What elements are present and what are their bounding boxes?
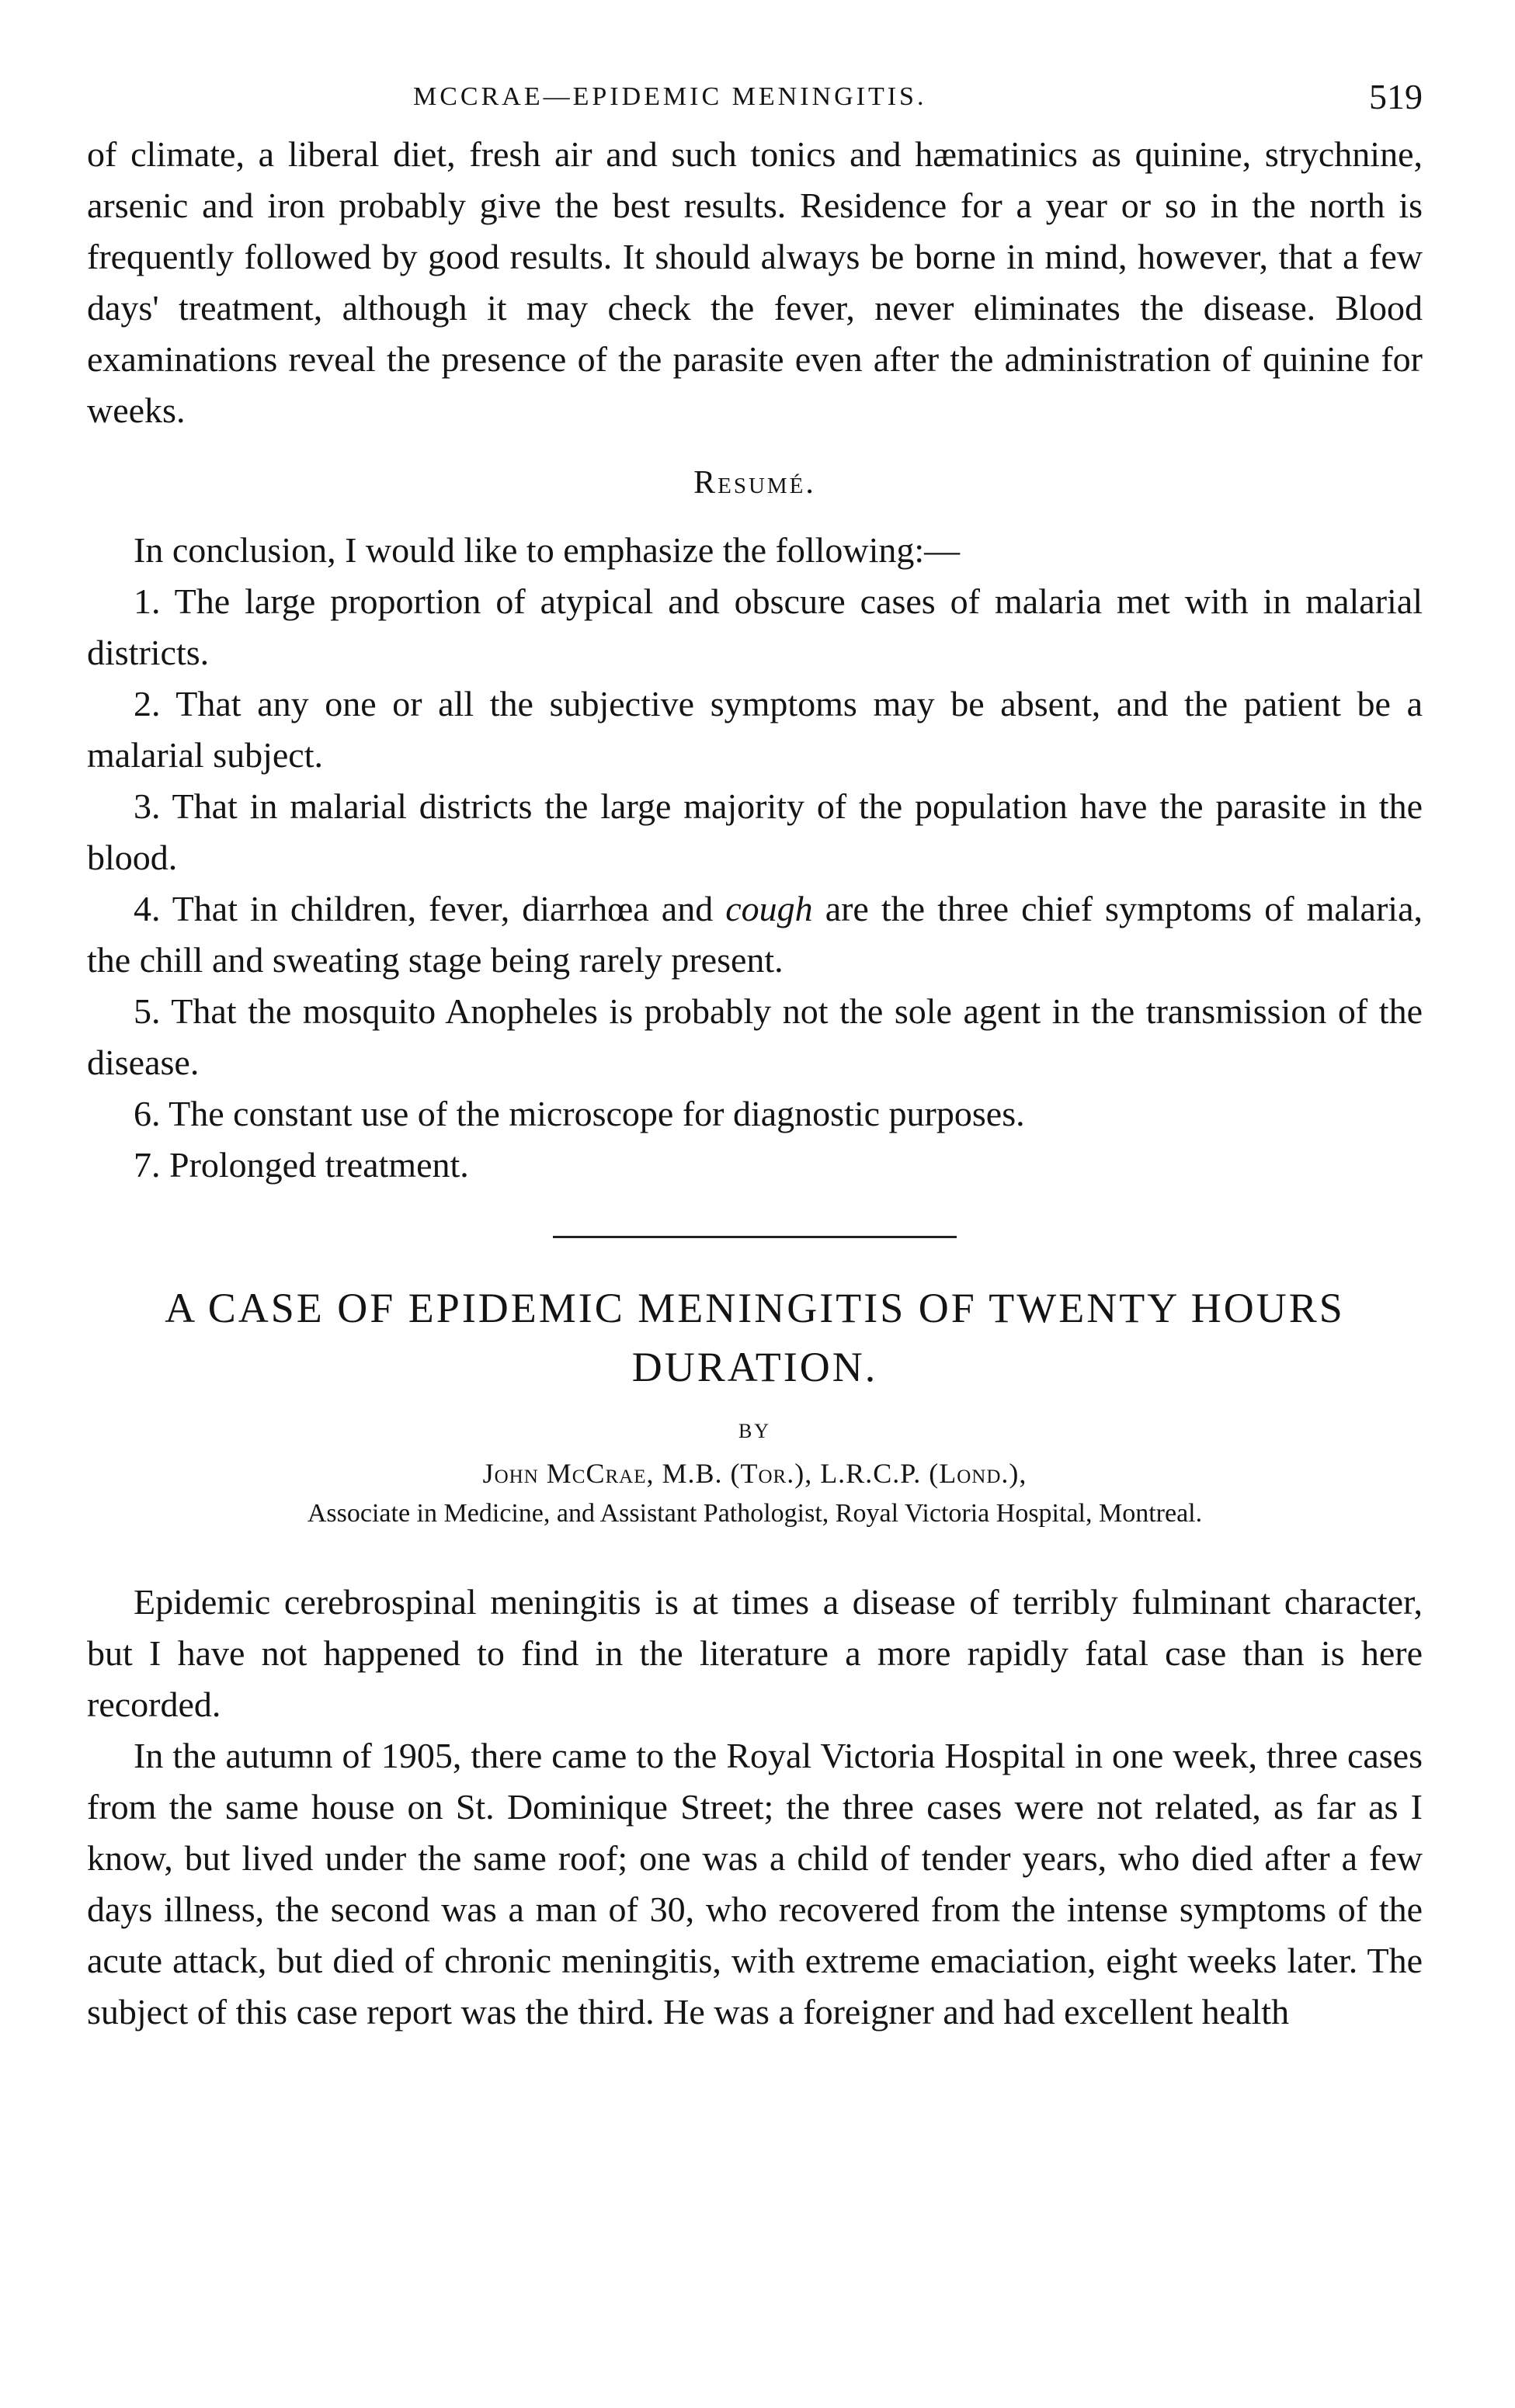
article-title: A CASE OF EPIDEMIC MENINGITIS OF TWENTY HOURS DURATION. bbox=[165, 1285, 1345, 1390]
byline-by: BY bbox=[738, 1420, 772, 1442]
page-number: 519 bbox=[1369, 77, 1423, 116]
resume-item-5: 5. That the mosquito Anopheles is probably not the sole agent in the transmission of the disease. bbox=[87, 991, 1423, 1082]
resume-item-7: 7. Prolonged treatment. bbox=[134, 1145, 469, 1185]
intro-paragraph: of climate, a liberal diet, fresh air and such tonics and hæmatinics as quinine, strychnine, arsenic and iron probably give the best results. Residence for a year or so in the north is frequently followed by good results. It should always be borne in mind, however, that a few days' treatment, although it may check the fever, never eliminates the disease. Blood examinations reveal the presence of the parasite even after the administration of quinine for weeks. bbox=[87, 134, 1423, 430]
section-divider bbox=[553, 1236, 957, 1238]
journal-page bbox=[87, 68, 1423, 2038]
article-paragraph-2: In the autumn of 1905, there came to the Royal Victoria Hospital in one week, three cases from the same house on St. Dominique Street; the three cases were not related, as far as I know, but lived under the same roof; one was a child of tender years, who died after a few days illness, the second was a man of 30, who recovered from the intense symptoms of the acute attack, but died of chronic meningitis, with extreme emaciation, eight weeks later. The subject of this case report was the third. He was a foreigner and had excellent health bbox=[87, 1736, 1423, 2032]
resume-lead: In conclusion, I would like to emphasize the following:— bbox=[134, 530, 961, 570]
resume-item-4-start: 4. That in children, fever, diarrhœa and bbox=[134, 889, 726, 928]
resume-item-6: 6. The constant use of the microscope for diagnostic purposes. bbox=[134, 1094, 1025, 1133]
resume-item-4 bbox=[87, 883, 1423, 986]
resume-item-4-end: are the three chief symptoms of malaria, the chill and sweating stage being rarely present. bbox=[87, 889, 1423, 980]
resume-item-2: 2. That any one or all the subjective symptoms may be absent, and the patient be a malarial subject. bbox=[87, 684, 1423, 775]
article-paragraph-1: Epidemic cerebrospinal meningitis is at times a disease of terribly fulminant character, but I have not happened to find in the literature a more rapidly fatal case than is here recorded. bbox=[87, 1582, 1423, 1724]
resume-item-3: 3. That in malarial districts the large majority of the population have the parasite in the blood. bbox=[87, 786, 1423, 877]
running-head: MCCRAE—EPIDEMIC MENINGITIS. bbox=[413, 82, 927, 111]
resume-heading: Resumé. bbox=[693, 465, 816, 501]
resume-item-4-emphasis: cough bbox=[725, 889, 813, 928]
author-name: John McCrae, M.B. (Tor.), L.R.C.P. (Lond.), bbox=[482, 1458, 1027, 1489]
page-header bbox=[87, 68, 1423, 129]
resume-item-1: 1. The large proportion of atypical and obscure cases of malaria met with in malarial districts. bbox=[87, 581, 1423, 672]
author-affiliation: Associate in Medicine, and Assistant Pathologist, Royal Victoria Hospital, Montreal. bbox=[307, 1499, 1203, 1528]
